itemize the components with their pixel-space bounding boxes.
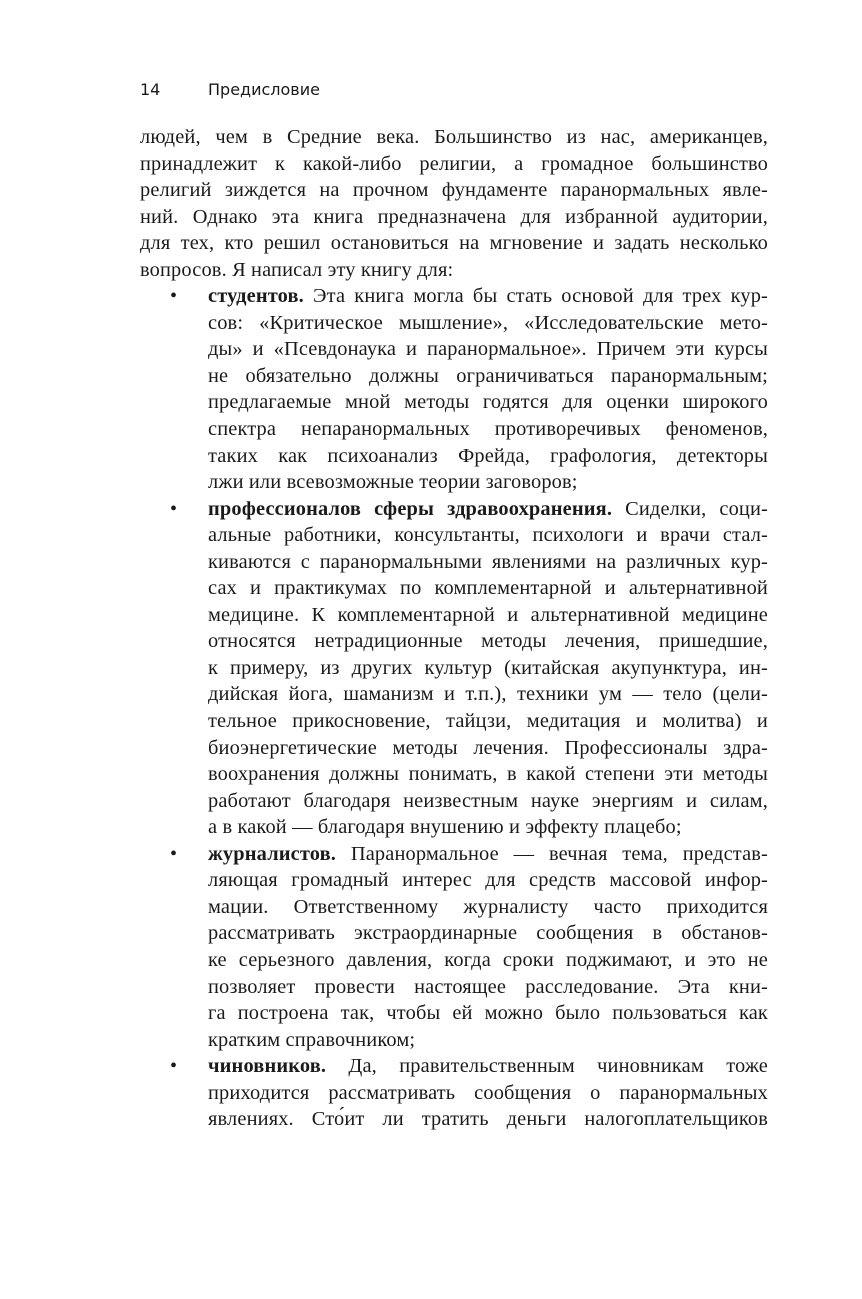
bullet-icon: • [170,285,178,308]
list-item-first-line [140,283,768,310]
text-line: га построена так, чтобы ей можно было пользоваться как [208,1002,768,1025]
text-line: таких как психоанализ Фрейда, графология, детекторы [208,444,768,467]
section-title: Предисловие [208,80,320,99]
text-line: приходится рассматривать сообщения о паранормальных [208,1081,768,1104]
text-line: для тех, кто решил остановиться на мгновение и задать несколько [140,232,768,255]
bullet-icon: • [170,497,178,520]
running-head [140,78,320,102]
list-item-lead: журналистов. [208,842,337,865]
text-line: ке серьезного давления, когда сроки поджимают, и это не [208,948,768,971]
list-item-lead: профессионалов сферы здравоохранения. [208,497,613,520]
text-line: воохранения должны понимать, в какой степени эти методы [208,763,768,786]
text-line: религий зиждется на прочном фундаменте паранормальных явле- [140,179,768,202]
list-item-text: Сиделки, соци- [612,497,768,520]
text-line: медицине. К комплементарной и альтернативной медицине [208,603,768,626]
text-line: биоэнергетические методы лечения. Профессионалы здра- [208,736,768,759]
text-line: лжи или всевозможные теории заговоров; [208,471,578,494]
text-line: киваются с паранормальными явлениями на различных кур- [208,550,768,573]
text-line: мации. Ответственному журналисту часто приходится [208,895,768,918]
list-item-officials [140,1053,768,1133]
bullet-icon: • [170,842,178,865]
text-line: а в какой — благодаря внушению и эффекту плацебо; [208,816,682,839]
body-text [140,124,768,1133]
text-line: принадлежит к какой-либо религии, а громадное большинство [140,152,768,175]
text-line: кратким справочником; [208,1028,416,1051]
bullet-icon: • [170,1055,178,1078]
text-line: к примеру, из других культур (китайская акупунктура, ин- [208,656,768,679]
text-line: ды» и «Псевдонаука и паранормальное». Причем эти курсы [208,338,768,361]
text-line: сах и практикумах по комплементарной и альтернативной [208,577,768,600]
list-item-text: Паранормальное — вечная тема, представ- [336,842,768,865]
text-line: сов: «Критическое мышление», «Исследовательские мето- [208,311,768,334]
list-item-lead: чиновников. [208,1055,327,1078]
text-line: спектра непаранормальных противоречивых феноменов, [208,418,768,441]
list-item-lead: студентов. [208,285,304,308]
list-item-first-line [140,1053,768,1080]
text-line: вопросов. Я написал эту книгу для: [140,258,454,281]
text-line: дийская йога, шаманизм и т.п.), техники ум — тело (цели- [208,683,768,706]
text-line: явлениях. Сто́ит ли тратить деньги налогоплательщиков [208,1108,768,1131]
list-item-healthcare [140,496,768,841]
page-number: 14 [140,80,161,99]
text-line: рассматривать экстраординарные сообщения в обстанов- [208,922,768,945]
text-line: не обязательно должны ограничиваться паранормальным; [208,364,768,387]
text-line: позволяет провести настоящее расследование. Эта кни- [208,975,768,998]
text-line: ний. Однако эта книга предназначена для избранной аудитории, [140,205,768,228]
list-item-text: Эта книга могла бы стать основой для трех кур- [303,285,768,308]
text-line: ляющая громадный интерес для средств массовой инфор- [208,869,768,892]
list-item-students [140,283,768,495]
text-line: тельное прикосновение, тайцзи, медитация и молитва) и [208,710,768,733]
text-line: относятся нетрадиционные методы лечения, пришедшие, [208,630,768,653]
list-item-first-line [140,841,768,868]
list-item-journalists [140,841,768,1053]
text-line: работают благодаря неизвестным науке энергиям и силам, [208,789,768,812]
list-item-first-line [140,496,768,523]
text-line: альные работники, консультанты, психологи и врачи стал- [208,524,768,547]
intro-paragraph [140,124,768,283]
list-item-text: Да, правительственным чиновникам тоже [326,1055,768,1078]
text-line: предлагаемые мной методы годятся для оценки широкого [208,391,768,414]
text-line: людей, чем в Средние века. Большинство из нас, американцев, [140,126,768,148]
